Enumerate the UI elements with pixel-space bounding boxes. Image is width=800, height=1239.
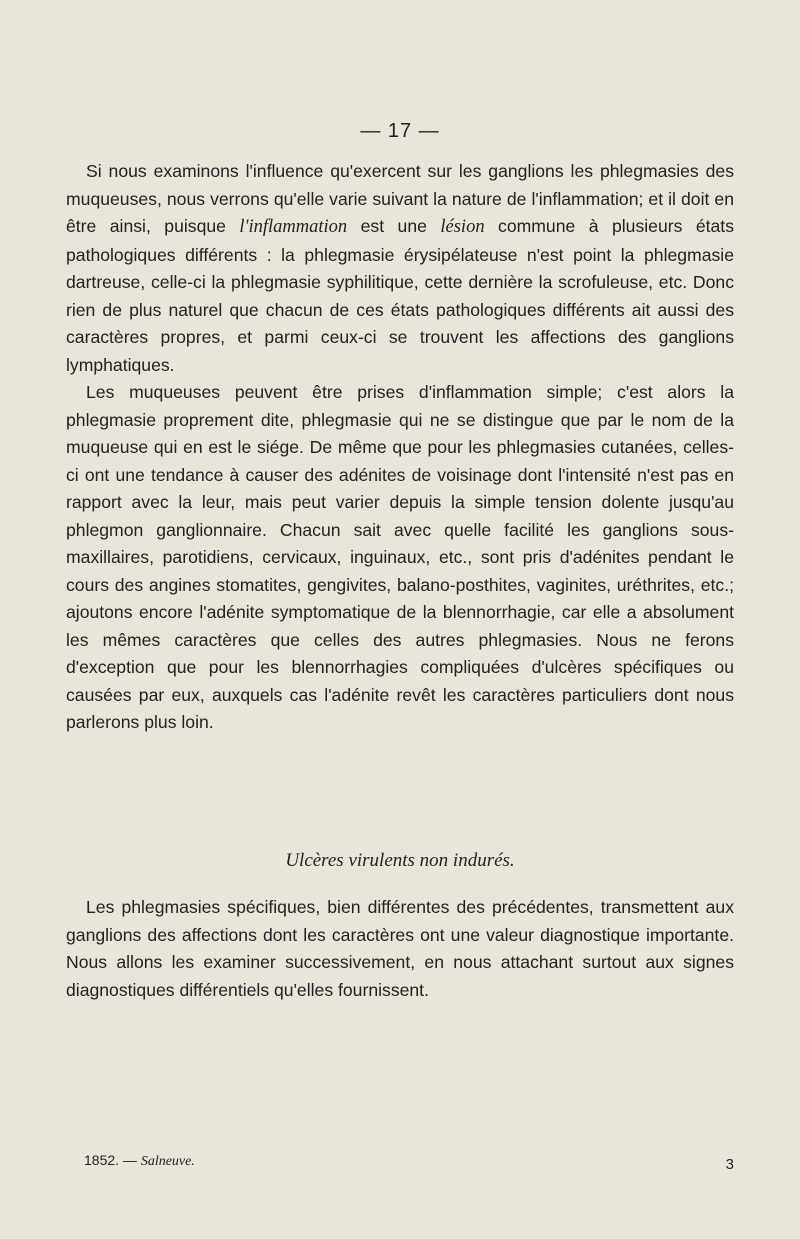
page-number: — 17 —: [360, 120, 440, 142]
emphasis-inflammation: l'inflammation: [239, 217, 348, 237]
text-block-bottom: [66, 894, 734, 1004]
paragraph-3: Les phlegmasies spécifiques, bien différentes des précédentes, transmettent aux ganglions des affections dont les caractères ont une valeur diagnostique importante. Nous allons les examiner successivement, en nous attachant surtout aux signes diagnostiques différentiels qu'elles fournissent.: [66, 897, 734, 1000]
text-block-top: [66, 158, 734, 737]
paragraph-2: Les muqueuses peuvent être prises d'inflammation simple; c'est alors la phlegmasie proprement dite, phlegmasie qui ne se distingue que par le nom de la muqueuse qui en est le siége. De même que pour les phlegmasies cutanées, celles-ci ont une tendance à causer des adénites de voisinage dont l'intensité n'est pas en rapport avec la leur, mais peut varier depuis la simple tension dolente jusqu'au phlegmon ganglionnaire. Chacun sait avec quelle facilité les ganglions sous-maxillaires, parotidiens, cervicaux, inguinaux, etc., sont pris d'adénites pendant le cours des angines stomatites, gengivites, balano-posthites, vaginites, uréthrites, etc.; ajoutons encore l'adénite symptomatique de la blennorrhagie, car elle a absolument les mêmes caractères que celles des autres phlegmasies. Nous ne ferons d'exception que pour les blennorrhagies compliquées d'ulcères spécifiques ou causées par eux, auxquels cas l'adénite revêt les caractères particuliers dont nous parlerons plus loin.: [66, 382, 734, 732]
paragraph-1: Si nous examinons l'influence qu'exercent sur les ganglions les phlegmasies des muqueuses, nous verrons qu'elle varie suivant la nature de l'inflammation; et il doit en être ainsi, puisque l'inflammation est une lésion commune à plusieurs états pathologiques différents : la phlegmasie érysipélateuse n'est point la phlegmasie dartreuse, celle-ci la phlegmasie syphilitique, cette dernière la scrofuleuse, etc. Donc rien de plus naturel que chacun de ces états pathologiques différents ait aussi des caractères propres, et parmi ceux-ci se trouvent les affections des ganglions lymphatiques.: [66, 161, 734, 375]
signature-mark: 3: [725, 1156, 734, 1173]
section-heading: Ulcères virulents non indurés.: [285, 850, 515, 871]
page-footer: [66, 1152, 734, 1172]
footer-imprint: 1852. — Salneuve.: [84, 1152, 195, 1169]
footer-author: Salneuve.: [140, 1154, 195, 1169]
emphasis-lesion: lésion: [440, 217, 485, 237]
